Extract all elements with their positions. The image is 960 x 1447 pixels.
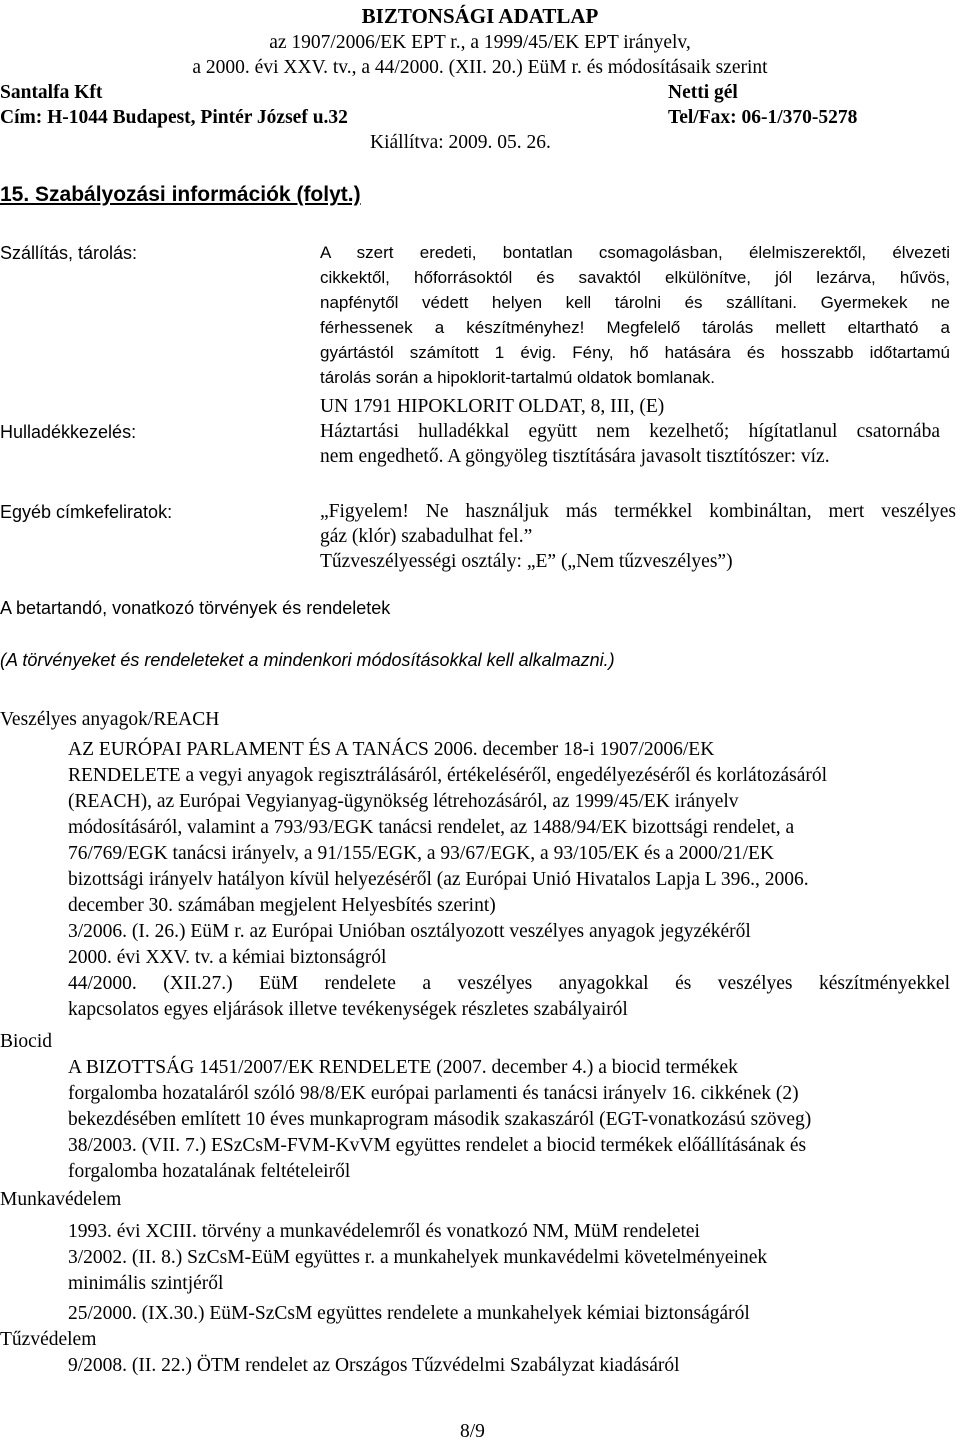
fire-class-line: Tűzveszélyességi osztály: „E” („Nem tűzveszélyes”) [320, 551, 733, 572]
reach-line: AZ EURÓPAI PARLAMENT ÉS A TANÁCS 2006. december 18-i 1907/2006/EK [68, 739, 715, 760]
label-other: Egyéb címkefeliratok: [0, 502, 173, 522]
reach-line: (REACH), az Európai Vegyianyag-ügynökség létrehozásáról, az 1999/45/EK irányelv [68, 791, 739, 812]
company-phone: Tel/Fax: 06-1/370-5278 [668, 107, 858, 128]
laws-heading: A betartandó, vonatkozó törvények és rendeletek [0, 598, 391, 618]
munkavedelem-line: 3/2002. (II. 8.) SzCsM-EüM együttes r. a munkahelyek munkavédelmi követelményeinek [68, 1247, 768, 1268]
munkavedelem-heading: Munkavédelem [0, 1189, 122, 1210]
company-address: Cím: H-1044 Budapest, Pintér József u.32 [0, 107, 348, 128]
issue-date: Kiállítva: 2009. 05. 26. [370, 132, 551, 153]
product-name: Netti gél [668, 82, 738, 103]
storage-line: tárolás során a hipoklorit-tartalmú oldatok bomlanak. [320, 368, 715, 387]
tuzvedelem-line: 9/2008. (II. 22.) ÖTM rendelet az Országos Tűzvédelmi Szabályzat kiadásáról [68, 1355, 680, 1376]
reach-line: kapcsolatos egyes eljárások illetve tevékenységek részletes szabályairól [68, 999, 628, 1020]
reach-line: 3/2006. (I. 26.) EüM r. az Európai Unióban osztályozott veszélyes anyagok jegyzékéről [68, 921, 751, 942]
regulation-line-2: a 2000. évi XXV. tv., a 44/2000. (XII. 20.) EüM r. és módosításaik szerint [192, 57, 768, 78]
other-line: gáz (klór) szabadulhat fel.” [320, 526, 533, 547]
section-title: 15. Szabályozási információk (folyt.) [0, 183, 361, 206]
reach-heading: Veszélyes anyagok/REACH [0, 709, 220, 730]
reach-line: bizottsági irányelv hatályon kívül helyezéséről (az Európai Unió Hivatalos Lapja L 396., 2006. [68, 869, 809, 890]
biocid-line: forgalomba hozatalának feltételeiről [68, 1161, 351, 1182]
company-name: Santalfa Kft [0, 82, 103, 103]
biocid-heading: Biocid [0, 1031, 52, 1052]
reach-line: 44/2000. (XII.27.) EüM rendelete a veszélyes anyagokkal és veszélyes készítményekkel [68, 973, 950, 994]
tuzvedelem-heading: Tűzvédelem [0, 1329, 97, 1350]
label-storage: Szállítás, tárolás: [0, 243, 138, 263]
storage-line: A szert eredeti, bontatlan csomagolásban, élelmiszerektől, élvezeti [320, 243, 950, 262]
munkavedelem-line: minimális szintjéről [68, 1273, 224, 1294]
reach-line: december 30. számában megjelent Helyesbítés szerint) [68, 895, 496, 916]
storage-line: napfénytől védett helyen kell tárolni és szállítani. Gyermekek ne [320, 293, 950, 312]
waste-line: nem engedhető. A göngyöleg tisztítására javasolt tisztítószer: víz. [320, 446, 830, 467]
regulation-line-1: az 1907/2006/EK EPT r., a 1999/45/EK EPT irányelv, [269, 32, 691, 53]
reach-line: 76/769/EGK tanácsi irányelv, a 91/155/EGK, a 93/67/EGK, a 93/105/EK és a 2000/21/EK [68, 843, 775, 864]
other-line: „Figyelem! Ne használjuk más termékkel kombináltan, mert veszélyes [320, 501, 956, 522]
munkavedelem-line: 25/2000. (IX.30.) EüM-SzCsM együttes rendelete a munkahelyek kémiai biztonságáról [68, 1303, 750, 1324]
biocid-line: bekezdésében említett 10 éves munkaprogram második szakaszáról (EGT-vonatkozású szöveg) [68, 1109, 812, 1130]
storage-line: férhessenek a készítményhez! Megfelelő tárolás mellett eltartható a [320, 318, 950, 337]
laws-note: (A törvényeket és rendeleteket a mindenkori módosításokkal kell alkalmazni.) [0, 650, 615, 670]
document-title: BIZTONSÁGI ADATLAP [361, 4, 599, 28]
label-waste: Hulladékkezelés: [0, 422, 137, 442]
storage-line: gyártástól számított 1 évig. Fény, hő hatására és hosszabb időtartamú [320, 343, 950, 362]
biocid-line: 38/2003. (VII. 7.) ESzCsM-FVM-KvVM együttes rendelet a biocid termékek előállításának és [68, 1135, 807, 1156]
munkavedelem-line: 1993. évi XCIII. törvény a munkavédelemről és vonatkozó NM, MüM rendeletei [68, 1221, 700, 1242]
reach-line: 2000. évi XXV. tv. a kémiai biztonságról [68, 947, 387, 968]
waste-line: Háztartási hulladékkal együtt nem kezelhető; hígítatlanul csatornába [320, 421, 940, 442]
page-number: 8/9 [460, 1421, 485, 1442]
reach-line: RENDELETE a vegyi anyagok regisztrálásáról, értékeléséről, engedélyezéséről és korlátozásáról [68, 765, 828, 786]
reach-line: módosításáról, valamint a 793/93/EGK tanácsi rendelet, az 1488/94/EK bizottsági rendelet, a [68, 817, 795, 838]
storage-line: cikkektől, hőforrásoktól és savaktól elkülönítve, jól lezárva, hűvös, [320, 268, 950, 287]
biocid-line: forgalomba hozataláról szóló 98/8/EK európai parlamenti és tanácsi irányelv 16. cikkének (2) [68, 1083, 799, 1104]
un-number-line: UN 1791 HIPOKLORIT OLDAT, 8, III, (E) [320, 396, 665, 417]
biocid-line: A BIZOTTSÁG 1451/2007/EK RENDELETE (2007. december 4.) a biocid termékek [68, 1057, 738, 1078]
